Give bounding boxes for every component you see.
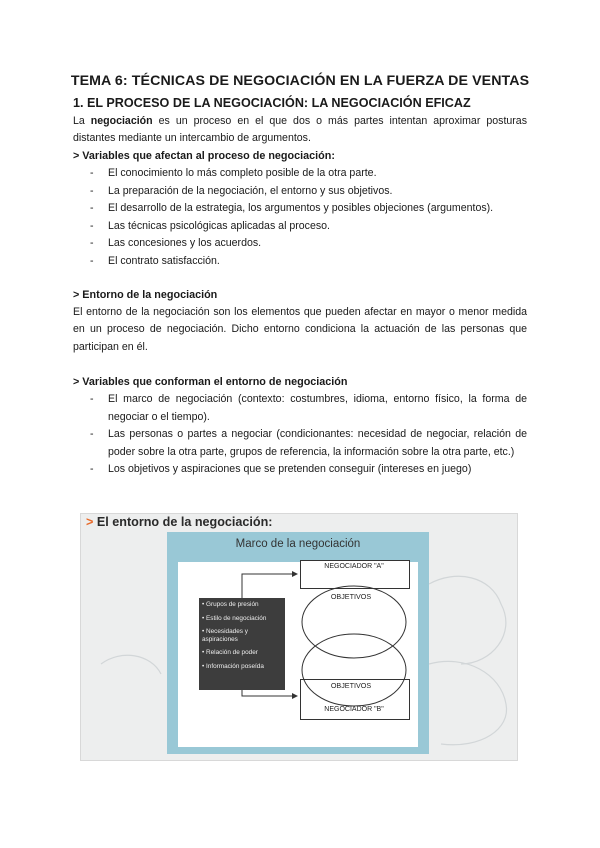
page-title: TEMA 6: TÉCNICAS DE NEGOCIACIÓN EN LA FUERZA DE VENTAS <box>70 73 530 89</box>
figure-title-text: El entorno de la negociación: <box>96 515 273 529</box>
factor-item: • Información poseída <box>202 662 264 670</box>
objetivos-b-label: OBJETIVOS <box>330 681 372 690</box>
list-item: - El desarrollo de la estrategia, los argumentos y posibles objeciones (argumentos). <box>90 200 527 218</box>
intro-prefix: La <box>73 115 91 127</box>
factor-item: • Relación de poder <box>202 649 258 656</box>
section-heading: 1. EL PROCESO DE LA NEGOCIACIÓN: LA NEGOCIACIÓN EFICAZ <box>73 96 471 110</box>
negociador-b-label: NEGOCIADOR "B" <box>324 706 384 713</box>
entorno-figure <box>80 513 518 761</box>
list-item: - Las personas o partes a negociar (condicionantes: necesidad de negociar, relación de poder sobre la otra parte, grupos de referencia, la información sobre la otra parte, etc.) <box>90 426 527 461</box>
list-item: - La preparación de la negociación, el entorno y sus objetivos. <box>90 183 527 201</box>
intro-bold-term: negociación <box>90 115 153 127</box>
negociador-a-label: NEGOCIADOR "A" <box>324 563 384 570</box>
list-item: - Los objetivos y aspiraciones que se pretenden conseguir (intereses en juego) <box>90 461 527 479</box>
objetivos-b-ellipse <box>302 634 406 706</box>
factor-item: • Necesidades y aspiraciones <box>202 628 248 643</box>
marco-label: Marco de la negociación <box>235 538 361 550</box>
arrow-to-b <box>242 690 297 696</box>
entorno-paragraph: El entorno de la negociación son los elementos que pueden afectar en mayor o menor medida en un proceso de negociación. Dicho entorno condiciona la actuación de las personas que participan en él. <box>73 306 527 353</box>
list-item: - Las concesiones y los acuerdos. <box>90 235 527 253</box>
list-item: - El conocimiento lo más completo posible de la otra parte. <box>90 165 527 183</box>
entorno-heading: > Entorno de la negociación <box>73 289 218 301</box>
factor-item: • Estilo de negociación <box>202 614 267 622</box>
list-item: - El contrato satisfacción. <box>90 253 527 271</box>
variables-entorno-heading: > Variables que conforman el entorno de negociación <box>73 376 348 388</box>
variables-entorno-list <box>90 391 527 479</box>
variables-proceso-list <box>90 165 527 270</box>
factors-box <box>199 598 285 690</box>
intro-paragraph <box>73 113 527 148</box>
intro-rest: es un proceso en el que dos o más partes intentan aproximar posturas distantes mediante un intercambio de argumentos. <box>73 115 527 145</box>
diagram-connectors <box>81 514 517 760</box>
list-item: - Las técnicas psicológicas aplicadas al proceso. <box>90 218 527 236</box>
list-item: - El marco de negociación (contexto: costumbres, idioma, entorno físico, la forma de negociar o el tiempo). <box>90 391 527 426</box>
variables-proceso-heading: > Variables que afectan al proceso de negociación: <box>73 150 335 162</box>
factor-item: • Grupos de presión <box>202 601 259 608</box>
objetivos-a-label: OBJETIVOS <box>330 592 372 601</box>
arrow-icon: > <box>86 515 94 529</box>
arrow-to-a <box>242 574 297 598</box>
